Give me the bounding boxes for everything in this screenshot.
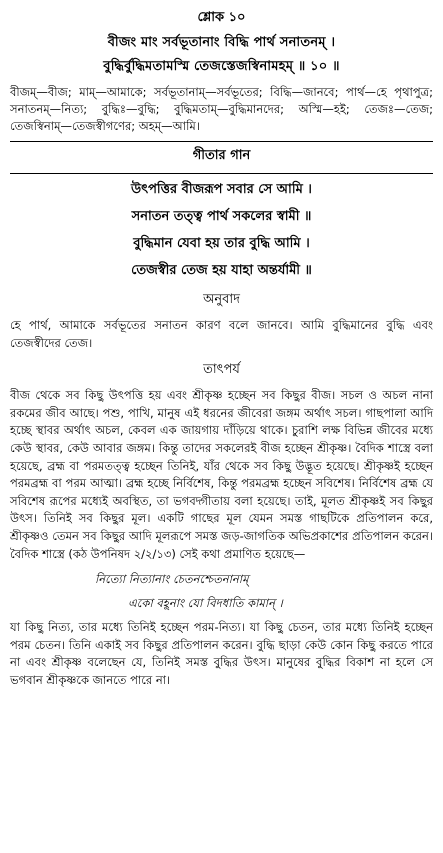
- shloka-heading: শ্লোক ১০: [197, 10, 246, 25]
- quote-line-1: নিত্যো নিত্যানাং চেতনশ্চেতনানাম্: [95, 572, 249, 587]
- verse-line-2: বুদ্ধির্বুদ্ধিমতামস্মি তেজস্তেজস্বিনামহম্ ॥ ১০ ॥: [103, 59, 340, 74]
- divider-song: [10, 173, 433, 174]
- song-line-4: তেজস্বীর তেজ হয় যাহা অন্তর্যামী ॥: [131, 263, 312, 278]
- quote-line-2: একো বহূনাং যো বিদধাতি কামান্ ।: [128, 596, 283, 611]
- song-line-2: সনাতন তত্ত্ব পার্থ সকলের স্বামী ॥: [131, 209, 312, 224]
- song-line-1: উৎপত্তির বীজরূপ সবার সে আমি ।: [131, 182, 312, 197]
- song-heading: গীতার গান: [192, 148, 251, 163]
- purport-paragraph: বীজ থেকে সব কিছু উৎপত্তি হয় এবং শ্রীকৃষ্ণ হচ্ছেন সব কিছুর বীজ। সচল ও অচল নানা রকমের জীব আছে। পশু, পাখি, মানুষ এই ধরনের জীবেরা জঙ্গম অর্থাৎ সচল। গাছপালা আদি হচ্ছে স্থাবর অর্থাৎ অচল, কেবল এক জায়গায় দাঁড়িয়ে থাকে। চুরাশি লক্ষ বিভিন্ন জীবের মধ্যে কেউ স্থাবর, কেউ আবার জঙ্গম। কিন্তু তাদের সকলেরই বীজ হচ্ছেন শ্রীকৃষ্ণ। বৈদিক শাস্ত্রে বলা হয়েছে, ব্রহ্ম বা পরমতত্ত্ব হচ্ছেন তিনিই, যাঁর থেকে সব কিছু উদ্ভূত হয়েছে। শ্রীকৃষ্ণই হচ্ছেন পরমব্রহ্ম বা পরম আত্মা। ব্রহ্ম হচ্ছে নির্বিশেষ, কিন্তু পরমব্রহ্ম হচ্ছেন সবিশেষ। নির্বিশেষ ব্রহ্ম যে সবিশেষ রূপের মধ্যেই অবস্থিত, তা ভগবদ্গীতায় বলা হয়েছে। তাই, মূলত শ্রীকৃষ্ণই সব কিছুর উৎস। তিনিই সব কিছুর মূল। একটি গাছের মূল যেমন সমস্ত গাছটিকে প্রতিপালন করে, শ্রীকৃষ্ণও তেমন সব কিছুর আদি মূলরূপে সমস্ত জড়-জাগতিক অভিপ্রকাশের প্রতিপালন করেন। বৈদিক শাস্ত্রে (কঠ উপনিষদ ২/২/১৩) সেই কথা প্রমাণিত হয়েছে—: [10, 388, 433, 561]
- closing-paragraph: যা কিছু নিত্য, তার মধ্যে তিনিই হচ্ছেন পরম-নিত্য। যা কিছু চেতন, তার মধ্যে তিনিই হচ্ছেন পরম চেতন। তিনি একাই সব কিছুর প্রতিপালন করেন। বুদ্ধি ছাড়া কেউ কোন কিছু করতে পারে না এবং শ্রীকৃষ্ণ বলেছেন যে, তিনিই সমস্ত বুদ্ধির উৎস। মানুষের বুদ্ধির বিকাশ না হলে সে ভগবান শ্রীকৃষ্ণকে জানতে পারে না।: [10, 620, 433, 687]
- divider-top: [10, 141, 433, 142]
- translation-heading: অনুবাদ: [203, 292, 240, 307]
- synonyms-paragraph: বীজম্—বীজ; মাম্—আমাকে; সর্বভূতানাম্—সর্বভূতের; বিদ্ধি—জানবে; পার্থ—হে পৃথাপুত্র; সনাতনম্—নিত্য; বুদ্ধিঃ—বুদ্ধি; বুদ্ধিমতাম্—বুদ্ধিমানদের; অস্মি—হই; তেজঃ—তেজ; তেজস্বিনাম্—তেজস্বীগণের; অহম্—আমি।: [10, 85, 433, 133]
- translation-paragraph: হে পার্থ, আমাকে সর্বভূতের সনাতন কারণ বলে জানবে। আমি বুদ্ধিমানের বুদ্ধি এবং তেজস্বীদের তেজ।: [10, 318, 433, 350]
- song-line-3: বুদ্ধিমান যেবা হয় তার বুদ্ধি আমি ।: [133, 236, 310, 251]
- verse-line-1: বীজং মাং সর্বভূতানাং বিদ্ধি পার্থ সনাতনম্ ।: [107, 35, 336, 50]
- purport-heading: তাৎপর্য: [203, 362, 240, 378]
